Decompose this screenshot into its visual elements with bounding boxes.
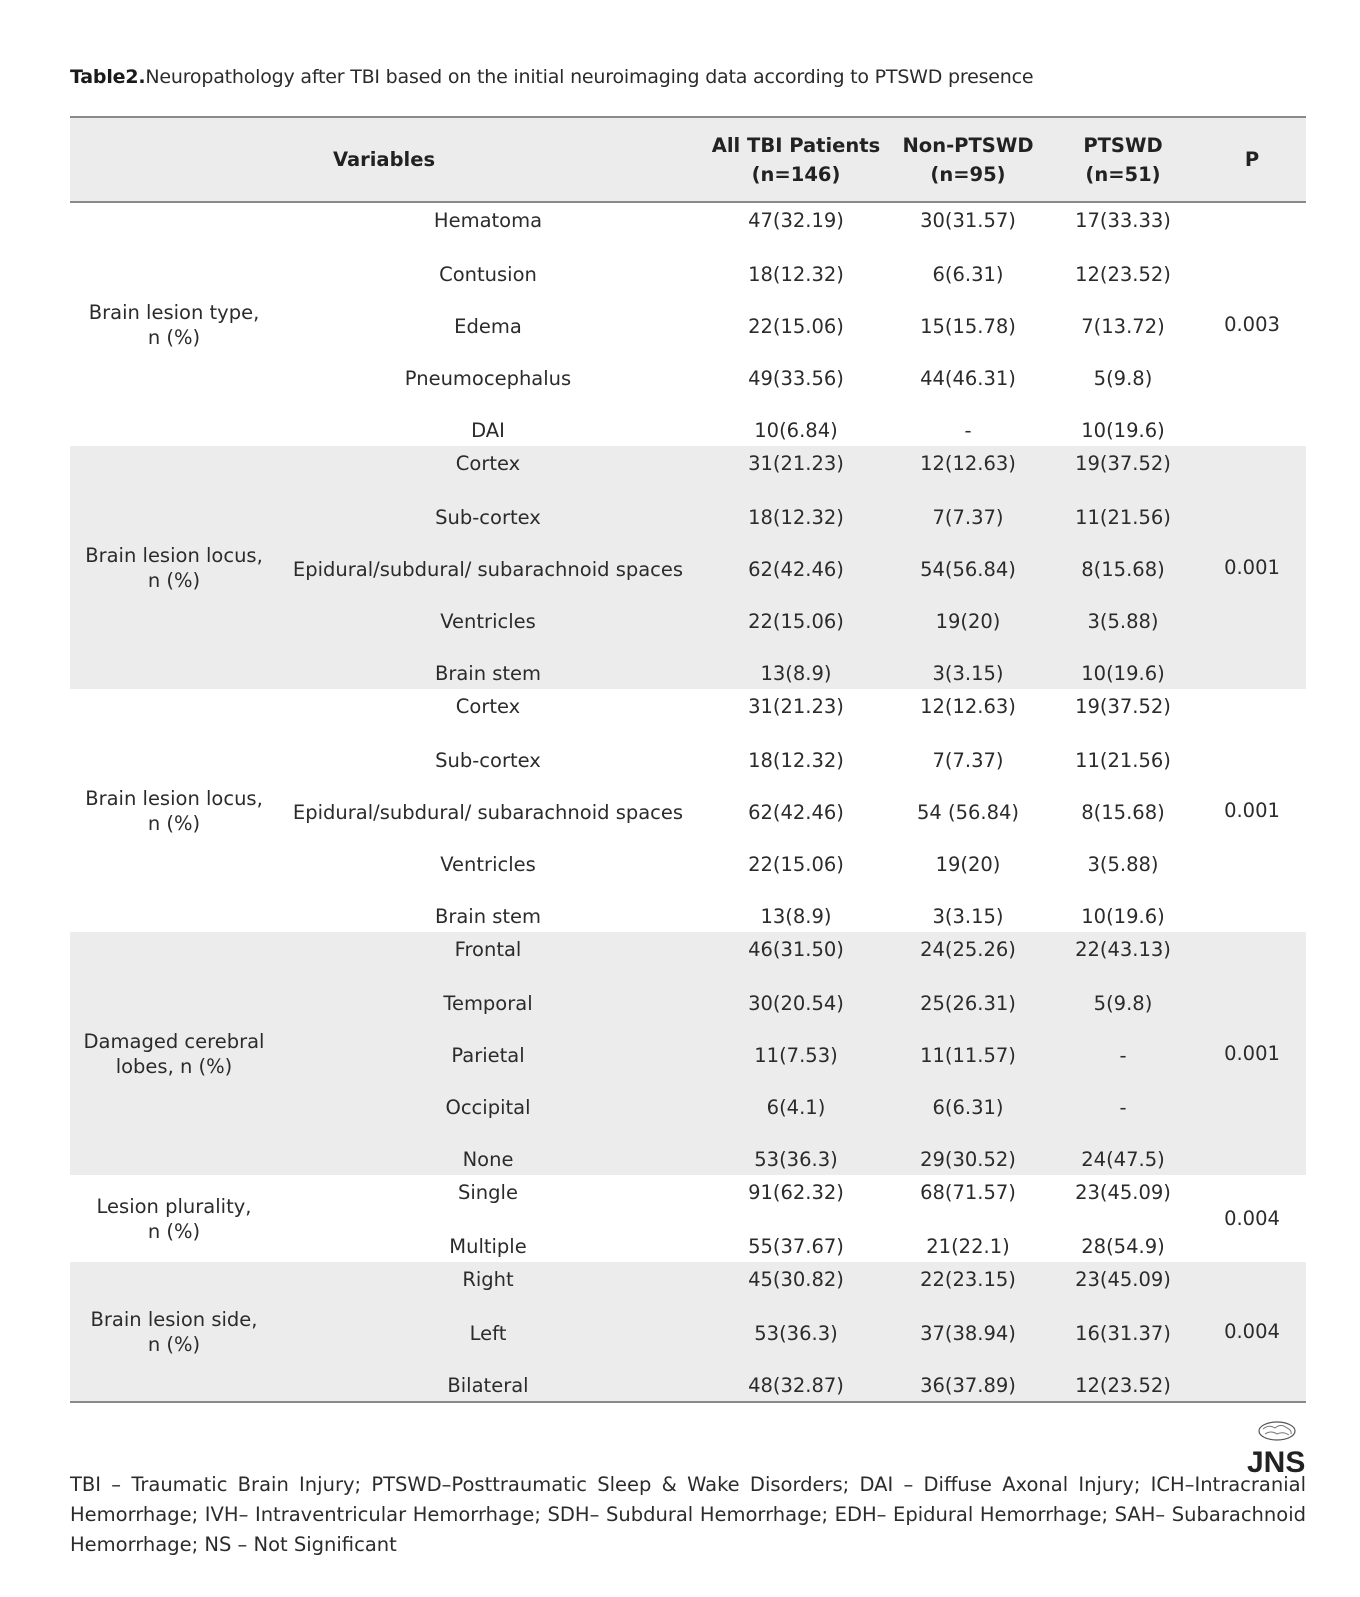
cell-non-ptswd: 54(56.84) xyxy=(920,558,1016,581)
table-header xyxy=(70,118,1306,203)
group-label xyxy=(70,203,278,446)
group-label-line: Brain lesion locus, xyxy=(85,543,263,567)
cell-non-ptswd: 21(22.1) xyxy=(926,1235,1010,1258)
cell-non-ptswd: 19(20) xyxy=(935,610,1001,633)
group-p-value: 0.004 xyxy=(1224,1207,1280,1230)
table-body xyxy=(70,203,1306,1401)
cell-non-ptswd: 54 (56.84) xyxy=(916,801,1020,824)
cell-non-ptswd: 29(30.52) xyxy=(920,1148,1016,1171)
cell-subvariable: Epidural/subdural/ subarachnoid spaces xyxy=(292,801,684,824)
cell-non-ptswd: 15(15.78) xyxy=(920,315,1016,338)
cell-subvariable: Cortex xyxy=(455,452,521,475)
cell-ptswd: - xyxy=(1119,1044,1127,1067)
cell-non-ptswd: 22(23.15) xyxy=(920,1268,1016,1291)
cell-ptswd: 11(21.56) xyxy=(1075,749,1171,772)
header-all-tbi xyxy=(708,118,884,201)
cell-ptswd: 8(15.68) xyxy=(1081,801,1165,824)
cell-subvariable: Ventricles xyxy=(440,610,536,633)
cell-all-tbi: 22(15.06) xyxy=(748,610,844,633)
cell-non-ptswd: 3(3.15) xyxy=(932,905,1004,928)
cell-non-ptswd: 24(25.26) xyxy=(920,938,1016,961)
cell-ptswd: 23(45.09) xyxy=(1075,1181,1171,1204)
cell-ptswd: 19(37.52) xyxy=(1075,452,1171,475)
cell-subvariable: Left xyxy=(469,1322,507,1345)
cell-subvariable: Right xyxy=(462,1268,514,1291)
cell-non-ptswd: 6(6.31) xyxy=(932,263,1004,286)
group-label-line: Lesion plurality, xyxy=(96,1194,252,1218)
group-label-line: n (%) xyxy=(147,568,201,592)
cell-subvariable: Hematoma xyxy=(433,209,543,232)
cell-ptswd: 8(15.68) xyxy=(1081,558,1165,581)
cell-subvariable: Sub-cortex xyxy=(435,506,541,529)
cell-all-tbi: 22(15.06) xyxy=(748,315,844,338)
cell-non-ptswd: 44(46.31) xyxy=(920,367,1016,390)
cell-ptswd: 3(5.88) xyxy=(1087,853,1159,876)
cell-all-tbi: 30(20.54) xyxy=(748,992,844,1015)
table-footnote: TBI – Traumatic Brain Injury; PTSWD–Posttraumatic Sleep & Wake Disorders; DAI – Diffuse Axonal Injury; ICH–Intracranial Hemorrhage; IVH– Intraventricular Hemorrhage; SDH– Subdural Hemorrhage; EDH– Epidural Hemorrhage; SAH– Subarachnoid Hemorrhage; NS – Not Significant xyxy=(70,1473,1306,1556)
group-label-line: n (%) xyxy=(147,811,201,835)
group-label-line: lobes, n (%) xyxy=(115,1054,233,1078)
cell-subvariable: Sub-cortex xyxy=(435,749,541,772)
cell-subvariable: Frontal xyxy=(454,938,522,961)
cell-all-tbi: 13(8.9) xyxy=(760,905,832,928)
cell-all-tbi: 48(32.87) xyxy=(748,1374,844,1397)
cell-ptswd: - xyxy=(1119,1096,1127,1119)
header-p-label: P xyxy=(1244,148,1260,171)
cell-all-tbi: 18(12.32) xyxy=(748,749,844,772)
cell-subvariable: Ventricles xyxy=(440,853,536,876)
table-caption-label: Table2. xyxy=(70,66,146,88)
cell-all-tbi: 13(8.9) xyxy=(760,662,832,685)
cell-non-ptswd: - xyxy=(964,419,972,442)
cell-subvariable: Edema xyxy=(454,315,522,338)
cell-subvariable: Cortex xyxy=(455,695,521,718)
cell-subvariable: Parietal xyxy=(451,1044,525,1067)
cell-non-ptswd: 25(26.31) xyxy=(920,992,1016,1015)
cell-all-tbi: 31(21.23) xyxy=(748,452,844,475)
cell-ptswd: 10(19.6) xyxy=(1081,905,1165,928)
cell-non-ptswd: 19(20) xyxy=(935,853,1001,876)
cell-ptswd: 7(13.72) xyxy=(1081,315,1165,338)
cell-subvariable: Brain stem xyxy=(434,905,542,928)
cell-ptswd: 12(23.52) xyxy=(1075,1374,1171,1397)
group-label-line: n (%) xyxy=(147,325,201,349)
cell-subvariable: Brain stem xyxy=(434,662,542,685)
table-group xyxy=(70,932,1306,1175)
cell-non-ptswd: 12(12.63) xyxy=(920,695,1016,718)
jns-logo-text: JNS xyxy=(1247,1446,1306,1476)
table-group xyxy=(70,203,1306,446)
cell-ptswd: 10(19.6) xyxy=(1081,419,1165,442)
cell-non-ptswd: 68(71.57) xyxy=(920,1181,1016,1204)
header-non-ptswd-line2: (n=95) xyxy=(930,162,1006,186)
cell-all-tbi: 6(4.1) xyxy=(766,1096,826,1119)
cell-subvariable: Epidural/subdural/ subarachnoid spaces xyxy=(292,558,684,581)
cell-ptswd: 10(19.6) xyxy=(1081,662,1165,685)
cell-all-tbi: 31(21.23) xyxy=(748,695,844,718)
table-group xyxy=(70,689,1306,932)
group-label-line: Brain lesion locus, xyxy=(85,786,263,810)
cell-non-ptswd: 12(12.63) xyxy=(920,452,1016,475)
cell-all-tbi: 53(36.3) xyxy=(754,1148,838,1171)
cell-all-tbi: 18(12.32) xyxy=(748,263,844,286)
header-p xyxy=(1194,118,1310,201)
cell-non-ptswd: 7(7.37) xyxy=(932,749,1004,772)
header-all-tbi-line1: All TBI Patients xyxy=(711,133,881,157)
cell-ptswd: 5(9.8) xyxy=(1093,992,1153,1015)
table-group xyxy=(70,446,1306,689)
cell-all-tbi: 45(30.82) xyxy=(748,1268,844,1291)
cell-all-tbi: 91(62.32) xyxy=(748,1181,844,1204)
group-p-value: 0.001 xyxy=(1224,556,1280,579)
cell-ptswd: 12(23.52) xyxy=(1075,263,1171,286)
cell-all-tbi: 47(32.19) xyxy=(748,209,844,232)
group-label xyxy=(70,932,278,1175)
group-p-value: 0.001 xyxy=(1224,799,1280,822)
cell-ptswd: 16(31.37) xyxy=(1075,1322,1171,1345)
cell-ptswd: 24(47.5) xyxy=(1081,1148,1165,1171)
header-variables xyxy=(70,118,698,201)
cell-ptswd: 19(37.52) xyxy=(1075,695,1171,718)
cell-non-ptswd: 36(37.89) xyxy=(920,1374,1016,1397)
cell-ptswd: 22(43.13) xyxy=(1075,938,1171,961)
cell-non-ptswd: 7(7.37) xyxy=(932,506,1004,529)
cell-subvariable: Contusion xyxy=(439,263,537,286)
table-group xyxy=(70,1262,1306,1401)
cell-non-ptswd: 6(6.31) xyxy=(932,1096,1004,1119)
jns-logo-icon xyxy=(1237,1420,1309,1476)
group-label xyxy=(70,689,278,932)
cell-all-tbi: 10(6.84) xyxy=(754,419,838,442)
group-label-line: Brain lesion type, xyxy=(88,300,260,324)
group-label-line: Damaged cerebral xyxy=(83,1029,265,1053)
cell-subvariable: DAI xyxy=(471,419,505,442)
group-p-value: 0.004 xyxy=(1224,1320,1280,1343)
cell-subvariable: Multiple xyxy=(449,1235,527,1258)
cell-all-tbi: 22(15.06) xyxy=(748,853,844,876)
group-label-line: n (%) xyxy=(147,1332,201,1356)
table-caption-text: Neuropathology after TBI based on the initial neuroimaging data according to PTSWD presence xyxy=(145,66,1034,88)
cell-ptswd: 11(21.56) xyxy=(1075,506,1171,529)
group-label xyxy=(70,1262,278,1401)
group-label xyxy=(70,446,278,689)
cell-subvariable: Pneumocephalus xyxy=(404,367,572,390)
header-ptswd xyxy=(1052,118,1194,201)
table-caption xyxy=(70,66,1033,88)
cell-all-tbi: 11(7.53) xyxy=(754,1044,838,1067)
cell-non-ptswd: 37(38.94) xyxy=(920,1322,1016,1345)
neuropathology-table xyxy=(70,116,1306,1403)
cell-all-tbi: 46(31.50) xyxy=(748,938,844,961)
cell-all-tbi: 53(36.3) xyxy=(754,1322,838,1345)
header-all-tbi-line2: (n=146) xyxy=(751,162,841,186)
cell-subvariable: Single xyxy=(458,1181,518,1204)
group-label-line: Brain lesion side, xyxy=(90,1307,258,1331)
cell-ptswd: 28(54.9) xyxy=(1081,1235,1165,1258)
table-group xyxy=(70,1175,1306,1262)
cell-subvariable: None xyxy=(462,1148,514,1171)
cell-non-ptswd: 11(11.57) xyxy=(920,1044,1016,1067)
group-p-value: 0.001 xyxy=(1224,1042,1280,1065)
cell-ptswd: 23(45.09) xyxy=(1075,1268,1171,1291)
cell-all-tbi: 62(42.46) xyxy=(748,558,844,581)
cell-subvariable: Bilateral xyxy=(447,1374,529,1397)
cell-non-ptswd: 3(3.15) xyxy=(932,662,1004,685)
cell-all-tbi: 49(33.56) xyxy=(748,367,844,390)
group-p-value: 0.003 xyxy=(1224,313,1280,336)
cell-subvariable: Occipital xyxy=(445,1096,531,1119)
cell-ptswd: 17(33.33) xyxy=(1075,209,1171,232)
cell-all-tbi: 18(12.32) xyxy=(748,506,844,529)
cell-all-tbi: 55(37.67) xyxy=(748,1235,844,1258)
header-variables-label: Variables xyxy=(332,148,436,171)
cell-ptswd: 5(9.8) xyxy=(1093,367,1153,390)
cell-all-tbi: 62(42.46) xyxy=(748,801,844,824)
header-non-ptswd-line1: Non-PTSWD xyxy=(902,133,1034,157)
group-label xyxy=(70,1175,278,1262)
group-label-line: n (%) xyxy=(147,1219,201,1243)
cell-non-ptswd: 30(31.57) xyxy=(920,209,1016,232)
cell-subvariable: Temporal xyxy=(443,992,533,1015)
header-ptswd-line1: PTSWD xyxy=(1083,133,1163,157)
header-non-ptswd xyxy=(884,118,1052,201)
header-ptswd-line2: (n=51) xyxy=(1085,162,1161,186)
cell-ptswd: 3(5.88) xyxy=(1087,610,1159,633)
